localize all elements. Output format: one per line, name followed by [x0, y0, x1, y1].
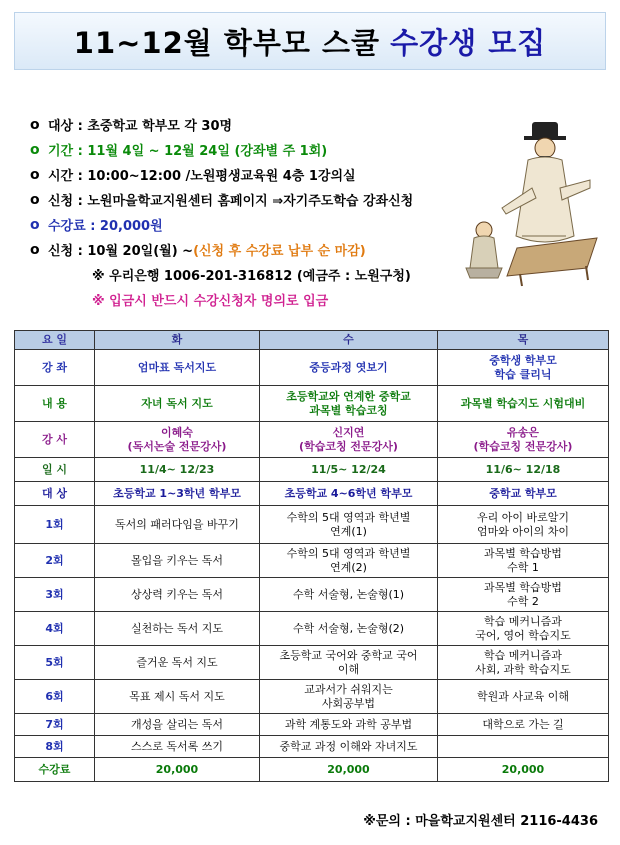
session-cell: 대학으로 가는 길: [438, 714, 609, 736]
table-row: [15, 544, 609, 578]
audience-cell: 초등학교 4~6학년 학부모: [260, 482, 438, 506]
table-row: [15, 646, 609, 680]
day-label: 요 일: [15, 331, 95, 350]
session-cell: 학원과 사교육 이해: [438, 680, 609, 714]
session-cell: 중학교 과정 이해와 자녀지도: [260, 736, 438, 758]
table-row: [15, 736, 609, 758]
session-cell: 상상력 키우는 독서: [95, 578, 260, 612]
session-cell: 우리 아이 바로알기 엄마와 아이의 차이: [438, 506, 609, 544]
table-row: [15, 482, 609, 506]
session-cell: 목표 제시 독서 지도: [95, 680, 260, 714]
info-period: o 기간 : 11월 4일 ~ 12월 24일 (강좌별 주 1회): [30, 141, 328, 159]
session-cell: 초등학교 국어와 중학교 국어 이해: [260, 646, 438, 680]
fee-cell: 20,000: [95, 758, 260, 782]
info-target: o 대상 : 초중학교 학부모 각 30명: [30, 116, 233, 134]
bullet-icon: o: [30, 241, 40, 258]
info-bank: ※ 우리은행 1006-201-316812 (예금주 : 노원구청): [92, 269, 411, 284]
session-cell: [438, 736, 609, 758]
table-row: [15, 386, 609, 422]
course-cell: 중학생 학부모 학습 클리닉: [438, 350, 609, 386]
session-rows: [15, 506, 609, 758]
table-row: [15, 714, 609, 736]
table-row: [15, 331, 609, 350]
table-row: [15, 506, 609, 544]
bullet-icon: o: [30, 141, 40, 158]
title-main: 11~12월 학부모 스쿨: [73, 25, 381, 60]
course-cell: 중등과정 엿보기: [260, 350, 438, 386]
session-cell: 즐거운 독서 지도: [95, 646, 260, 680]
info-apply: o 신청 : 노원마을학교지원센터 홈페이지 ⇒자기주도학습 강좌신청: [30, 191, 414, 209]
table-row: [15, 422, 609, 458]
table-row: [15, 758, 609, 782]
session-cell: 수학 서술형, 논술형(2): [260, 612, 438, 646]
session-label: 5회: [15, 646, 95, 680]
audience-cell: 중학교 학부모: [438, 482, 609, 506]
bullet-icon: o: [30, 166, 40, 183]
fee-cell: 20,000: [260, 758, 438, 782]
instructor-cell: 유송은 (학습코칭 전문강사): [438, 422, 609, 458]
session-cell: 스스로 독서록 쓰기: [95, 736, 260, 758]
session-cell: 개성을 살리는 독서: [95, 714, 260, 736]
title-accent: 수강생 모집: [390, 25, 547, 60]
session-cell: 몰입을 키우는 독서: [95, 544, 260, 578]
date-cell: 11/5~ 12/24: [260, 458, 438, 482]
session-cell: 독서의 패러다임을 바꾸기: [95, 506, 260, 544]
date-cell: 11/4~ 12/23: [95, 458, 260, 482]
session-cell: 학습 메커니즘과 국어, 영어 학습지도: [438, 612, 609, 646]
date-cell: 11/6~ 12/18: [438, 458, 609, 482]
course-label: 강 좌: [15, 350, 95, 386]
session-label: 8회: [15, 736, 95, 758]
content-cell: 자녀 독서 지도: [95, 386, 260, 422]
session-cell: 교과서가 쉬워지는 사회공부법: [260, 680, 438, 714]
session-cell: 수학 서술형, 논술형(1): [260, 578, 438, 612]
bullet-icon: o: [30, 191, 40, 208]
table-row: [15, 680, 609, 714]
session-label: 7회: [15, 714, 95, 736]
day-tue: 화: [95, 331, 260, 350]
content-label: 내 용: [15, 386, 95, 422]
session-cell: 학습 메커니즘과 사회, 과학 학습지도: [438, 646, 609, 680]
session-cell: 과학 계통도와 과학 공부법: [260, 714, 438, 736]
info-list: [30, 112, 470, 312]
contact-footer: ※문의 : 마을학교지원센터 2116-4436: [363, 814, 598, 829]
table-row: [15, 612, 609, 646]
info-deposit-note: ※ 입금시 반드시 수강신청자 명의로 입금: [92, 294, 329, 309]
session-label: 1회: [15, 506, 95, 544]
day-thu: 목: [438, 331, 609, 350]
session-label: 6회: [15, 680, 95, 714]
content-cell: 초등학교와 연계한 중학교 과목별 학습코칭: [260, 386, 438, 422]
session-label: 3회: [15, 578, 95, 612]
info-apply-date: o 신청 : 10월 20일(월) ~ (신청 후 수강료 납부 순 마감): [30, 241, 366, 259]
audience-cell: 초등학교 1~3학년 학부모: [95, 482, 260, 506]
instructor-cell: 신지연 (학습코칭 전문강사): [260, 422, 438, 458]
instructor-cell: 이혜숙 (독서논술 전문강사): [95, 422, 260, 458]
table-row: [15, 350, 609, 386]
session-cell: 과목별 학습방법 수학 1: [438, 544, 609, 578]
page-title: [14, 12, 606, 70]
session-label: 4회: [15, 612, 95, 646]
schedule-table: [14, 330, 609, 782]
session-label: 2회: [15, 544, 95, 578]
session-cell: 수학의 5대 영역과 학년별 연계(1): [260, 506, 438, 544]
table-row: [15, 578, 609, 612]
fee-cell: 20,000: [438, 758, 609, 782]
content-cell: 과목별 학습지도 시험대비: [438, 386, 609, 422]
day-wed: 수: [260, 331, 438, 350]
info-time: o 시간 : 10:00~12:00 /노원평생교육원 4층 1강의실: [30, 166, 356, 184]
instructor-label: 강 사: [15, 422, 95, 458]
session-cell: 수학의 5대 영역과 학년별 연계(2): [260, 544, 438, 578]
scholar-illustration-icon: [462, 118, 602, 288]
bullet-icon: o: [30, 216, 40, 233]
table-row: [15, 458, 609, 482]
audience-label: 대 상: [15, 482, 95, 506]
date-label: 일 시: [15, 458, 95, 482]
session-cell: 실천하는 독서 지도: [95, 612, 260, 646]
session-cell: 과목별 학습방법 수학 2: [438, 578, 609, 612]
bullet-icon: o: [30, 116, 40, 133]
course-cell: 엄마표 독서지도: [95, 350, 260, 386]
fee-label: 수강료: [15, 758, 95, 782]
info-fee: o 수강료 : 20,000원: [30, 216, 163, 234]
